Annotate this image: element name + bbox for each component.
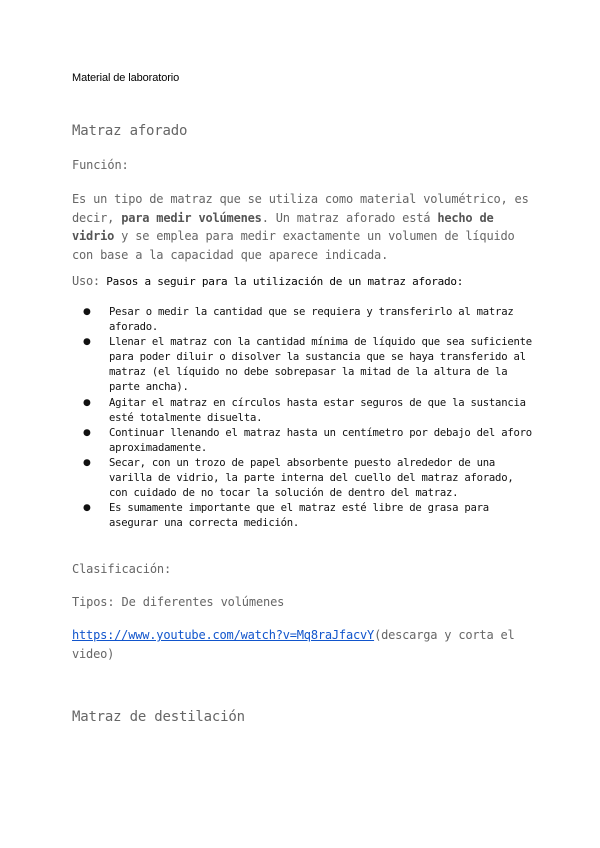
bullet-icon: ● — [83, 503, 91, 514]
bullet-icon: ● — [83, 457, 91, 468]
desc-bold-2: hecho de vidrio — [72, 210, 494, 243]
list-item — [72, 335, 532, 395]
list-item-text: Llenar el matraz con la cantidad mínima de líquido que sea suficiente para poder diluir o disolver la sustancia que se haya transferido al matraz (el líquido no debe sobrepasar la mitad de la altura de la parte ancha). — [109, 336, 532, 394]
funcion-description — [72, 190, 542, 264]
section-heading-matraz-destilacion: Matraz de destilación — [72, 709, 245, 725]
list-item — [72, 426, 532, 456]
video-note: (descarga y corta el video) — [72, 628, 515, 661]
bullet-icon: ● — [83, 427, 91, 438]
uso-line — [72, 274, 542, 288]
tipos-text: Tipos: De diferentes volúmenes — [72, 595, 285, 609]
bullet-icon: ● — [83, 307, 91, 317]
list-item — [72, 501, 532, 531]
list-item — [72, 456, 532, 501]
desc-text-1: Es un tipo de matraz que se utiliza como material volumétrico, es decir, — [72, 192, 529, 225]
section-heading-matraz-aforado: Matraz aforado — [72, 123, 188, 139]
bullet-icon: ● — [83, 397, 91, 408]
video-reference — [72, 626, 542, 663]
list-item-text: Secar, con un trozo de papel absorbente puesto alrededor de una varilla de vidrio, la parte interna del cuello del matraz aforado, con cuidado de no tocar la solución de dentro del matraz. — [109, 456, 514, 500]
desc-text-2: . Un matraz aforado está — [261, 210, 438, 225]
list-item-text: Continuar llenando el matraz hasta un centímetro por debajo del aforo aproximadamente. — [109, 426, 532, 454]
list-item — [72, 305, 532, 335]
desc-text-3: y se emplea para medir exactamente un volumen de líquido con base a la capacidad que aparece indicada. — [72, 229, 515, 262]
video-link[interactable]: https://www.youtube.com/watch?v=Mq8raJfacvY — [72, 628, 375, 642]
desc-bold-1: para medir volúmenes — [121, 210, 262, 225]
list-item — [72, 396, 532, 426]
clasificacion-label: Clasificación: — [72, 562, 172, 576]
bullet-icon: ● — [83, 337, 91, 348]
list-item-text: Agitar el matraz en círculos hasta estar seguros de que la sustancia esté totalmente disuelta. — [109, 396, 526, 424]
list-item-text: Es sumamente importante que el matraz esté libre de grasa para asegurar una correcta medición. — [109, 502, 489, 530]
steps-list — [72, 305, 532, 531]
document-title: Material de laboratorio — [72, 72, 180, 84]
funcion-label: Función: — [72, 158, 129, 172]
list-item-text: Pesar o medir la cantidad que se requiera y transferirlo al matraz aforado. — [109, 306, 514, 334]
uso-text: Pasos a seguir para la utilización de un matraz aforado: — [99, 275, 464, 288]
uso-label: Uso: — [72, 274, 100, 288]
